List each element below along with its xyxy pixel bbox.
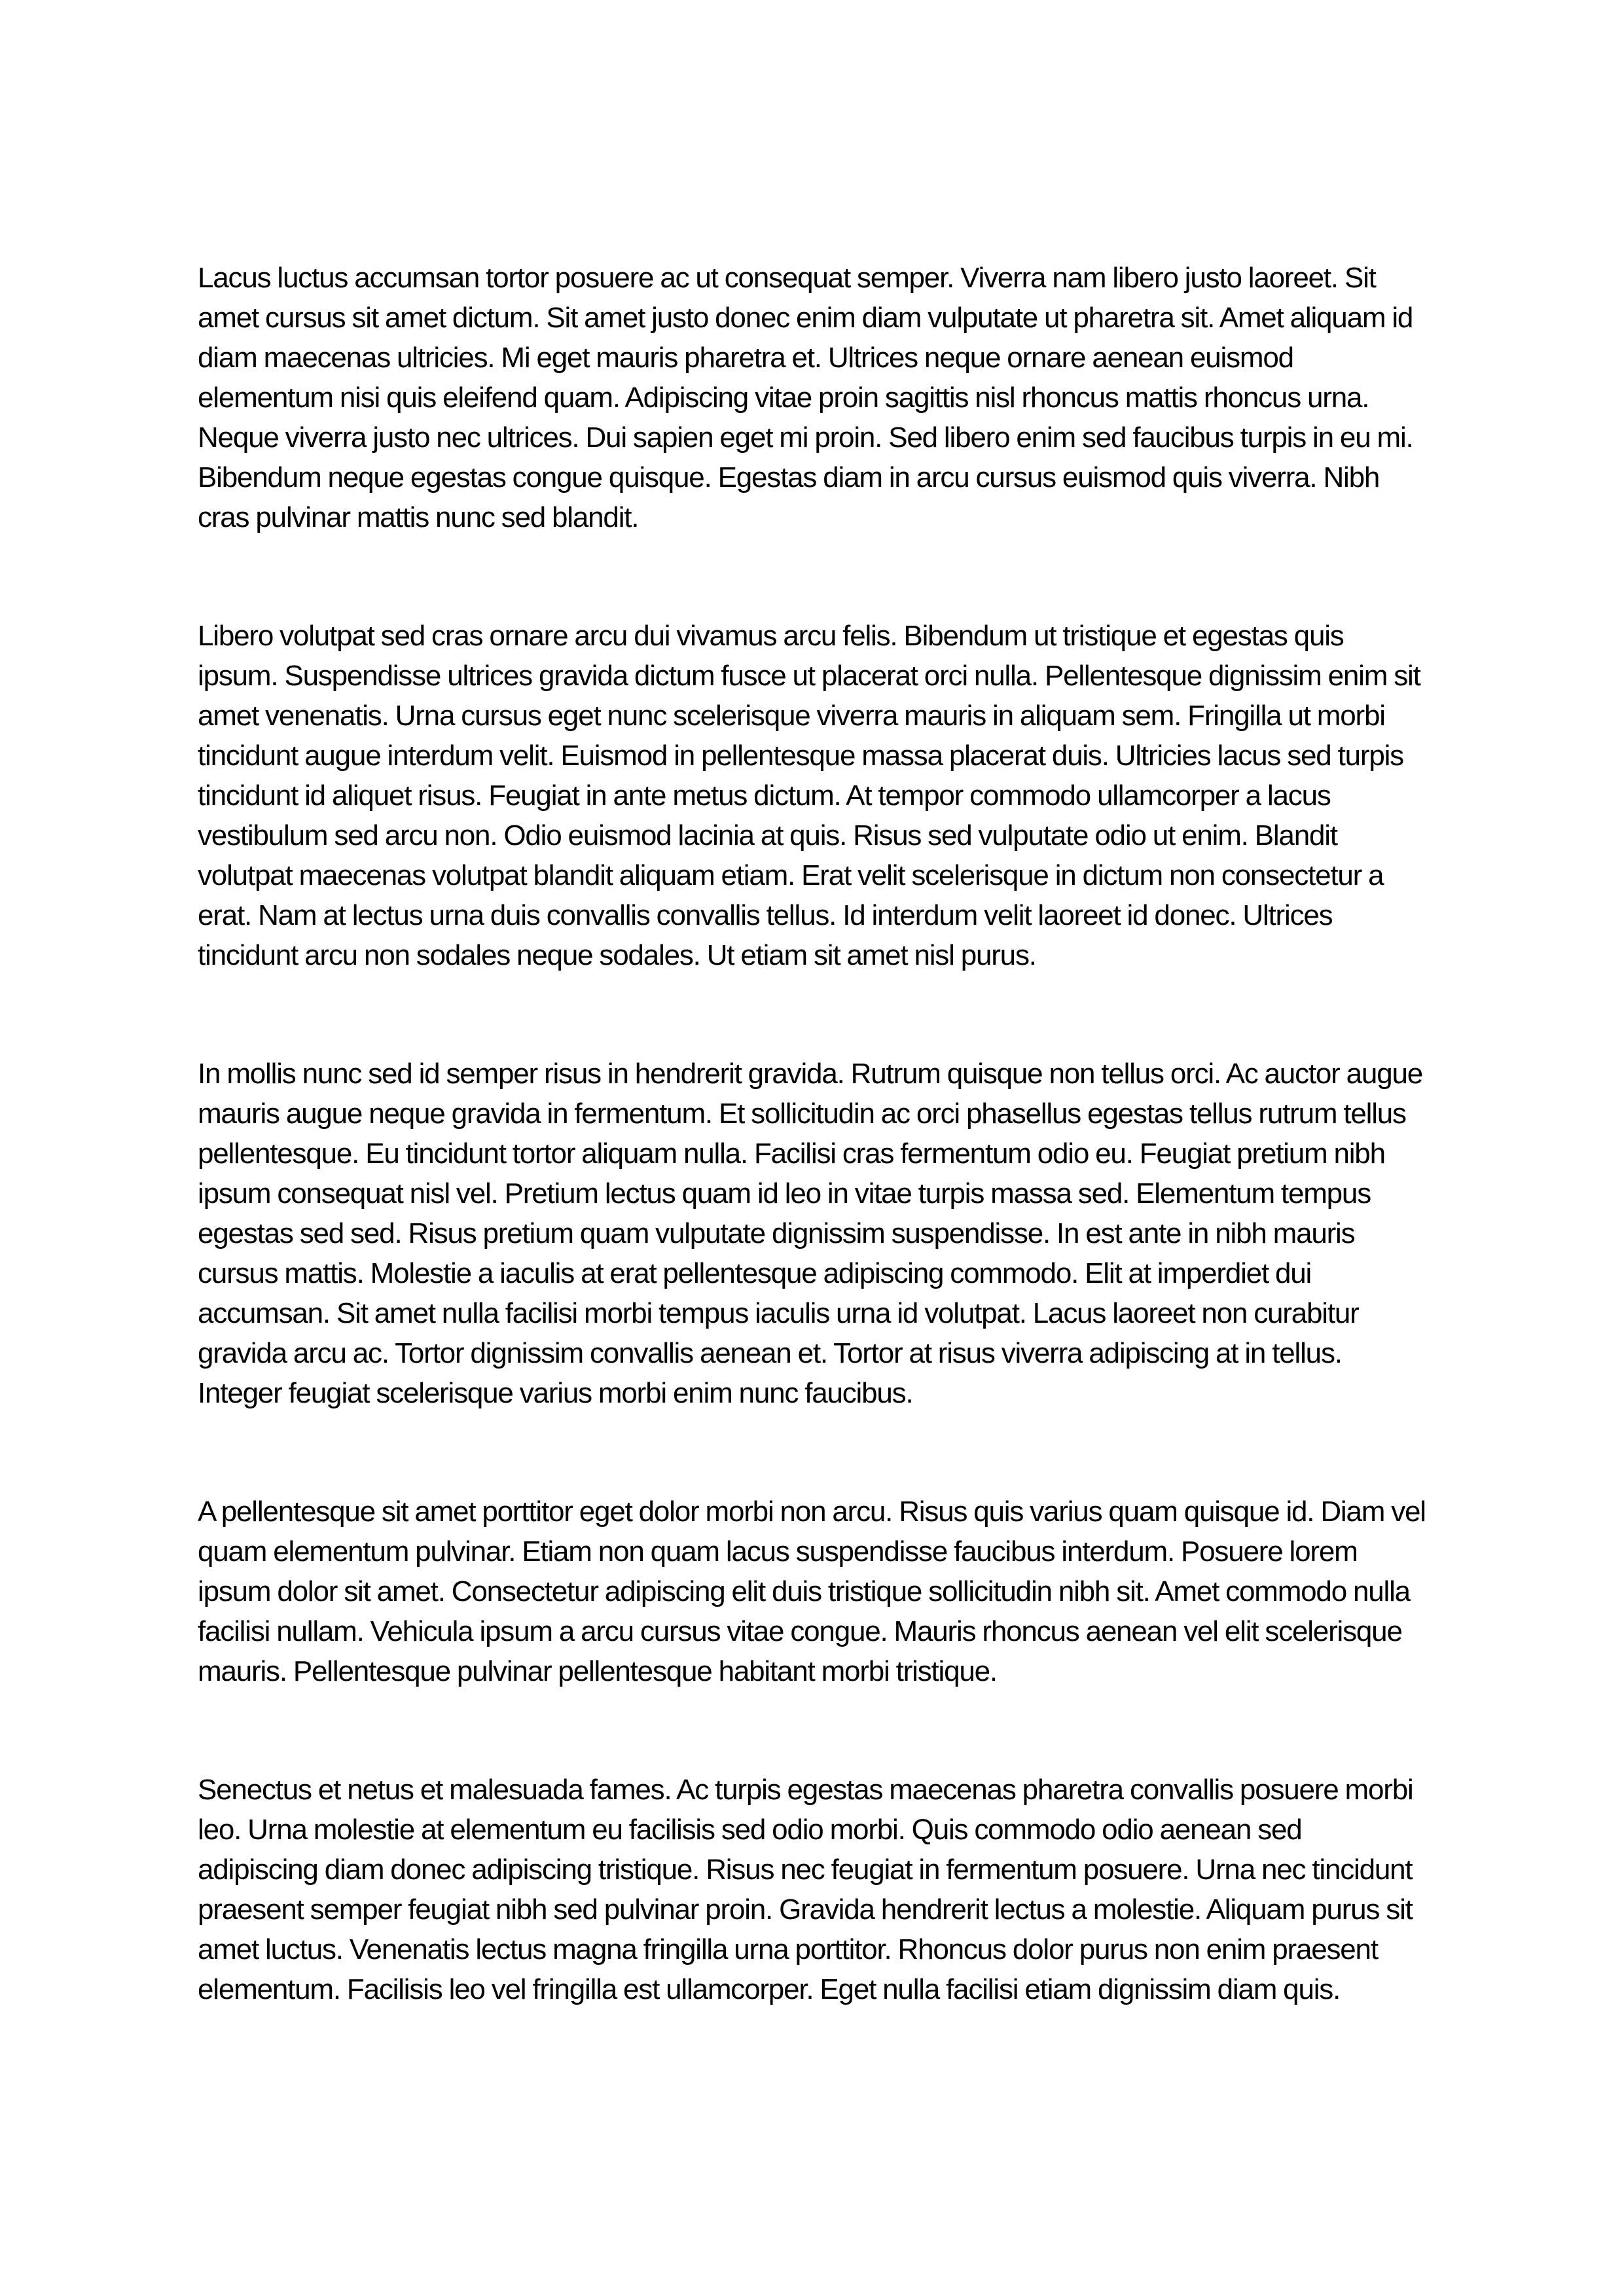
document-text-body — [198, 258, 1428, 2009]
paragraph-4: A pellentesque sit amet porttitor eget dolor morbi non arcu. Risus quis varius quam quisque id. Diam vel quam elementum pulvinar. Etiam non quam lacus suspendisse faucibus interdum. Posuere lorem ipsum dolor sit amet. Consectetur adipiscing elit duis tristique sollicitudin nibh sit. Amet commodo nulla facilisi nullam. Vehicula ipsum a arcu cursus vitae congue. Mauris rhoncus aenean vel elit scelerisque mauris. Pellentesque pulvinar pellentesque habitant morbi tristique. — [198, 1496, 1426, 1687]
paragraph-2: Libero volutpat sed cras ornare arcu dui vivamus arcu felis. Bibendum ut tristique et egestas quis ipsum. Suspendisse ultrices gravida dictum fusce ut placerat orci nulla. Pellentesque dignissim enim sit amet venenatis. Urna cursus eget nunc scelerisque viverra mauris in aliquam sem. Fringilla ut morbi tincidunt augue interdum velit. Euismod in pellentesque massa placerat duis. Ultricies lacus sed turpis tincidunt id aliquet risus. Feugiat in ante metus dictum. At tempor commodo ullamcorper a lacus vestibulum sed arcu non. Odio euismod lacinia at quis. Risus sed vulputate odio ut enim. Blandit volutpat maecenas volutpat blandit aliquam etiam. Erat velit scelerisque in dictum non consectetur a erat. Nam at lectus urna duis convallis convallis tellus. Id interdum velit laoreet id donec. Ultrices tincidunt arcu non sodales neque sodales. Ut etiam sit amet nisl purus. — [198, 620, 1420, 971]
paragraph-1: Lacus luctus accumsan tortor posuere ac ut consequat semper. Viverra nam libero justo laoreet. Sit amet cursus sit amet dictum. Sit amet justo donec enim diam vulputate ut pharetra sit. Amet aliquam id diam maecenas ultricies. Mi eget mauris pharetra et. Ultrices neque ornare aenean euismod elementum nisi quis eleifend quam. Adipiscing vitae proin sagittis nisl rhoncus mattis rhoncus urna. Neque viverra justo nec ultrices. Dui sapien eget mi proin. Sed libero enim sed faucibus turpis in eu mi. Bibendum neque egestas congue quisque. Egestas diam in arcu cursus euismod quis viverra. Nibh cras pulvinar mattis nunc sed blandit. — [198, 262, 1413, 533]
paragraph-5: Senectus et netus et malesuada fames. Ac turpis egestas maecenas pharetra convallis posuere morbi leo. Urna molestie at elementum eu facilisis sed odio morbi. Quis commodo odio aenean sed adipiscing diam donec adipiscing tristique. Risus nec feugiat in fermentum posuere. Urna nec tincidunt praesent semper feugiat nibh sed pulvinar proin. Gravida hendrerit lectus a molestie. Aliquam purus sit amet luctus. Venenatis lectus magna fringilla urna porttitor. Rhoncus dolor purus non enim praesent elementum. Facilisis leo vel fringilla est ullamcorper. Eget nulla facilisi etiam dignissim diam quis. — [198, 1774, 1413, 2005]
paragraph-3: In mollis nunc sed id semper risus in hendrerit gravida. Rutrum quisque non tellus orci. Ac auctor augue mauris augue neque gravida in fermentum. Et sollicitudin ac orci phasellus egestas tellus rutrum tellus pellentesque. Eu tincidunt tortor aliquam nulla. Facilisi cras fermentum odio eu. Feugiat pretium nibh ipsum consequat nisl vel. Pretium lectus quam id leo in vitae turpis massa sed. Elementum tempus egestas sed sed. Risus pretium quam vulputate dignissim suspendisse. In est ante in nibh mauris cursus mattis. Molestie a iaculis at erat pellentesque adipiscing commodo. Elit at imperdiet dui accumsan. Sit amet nulla facilisi morbi tempus iaculis urna id volutpat. Lacus laoreet non curabitur gravida arcu ac. Tortor dignissim convallis aenean et. Tortor at risus viverra adipiscing at in tellus. Integer feugiat scelerisque varius morbi enim nunc faucibus. — [198, 1058, 1423, 1409]
